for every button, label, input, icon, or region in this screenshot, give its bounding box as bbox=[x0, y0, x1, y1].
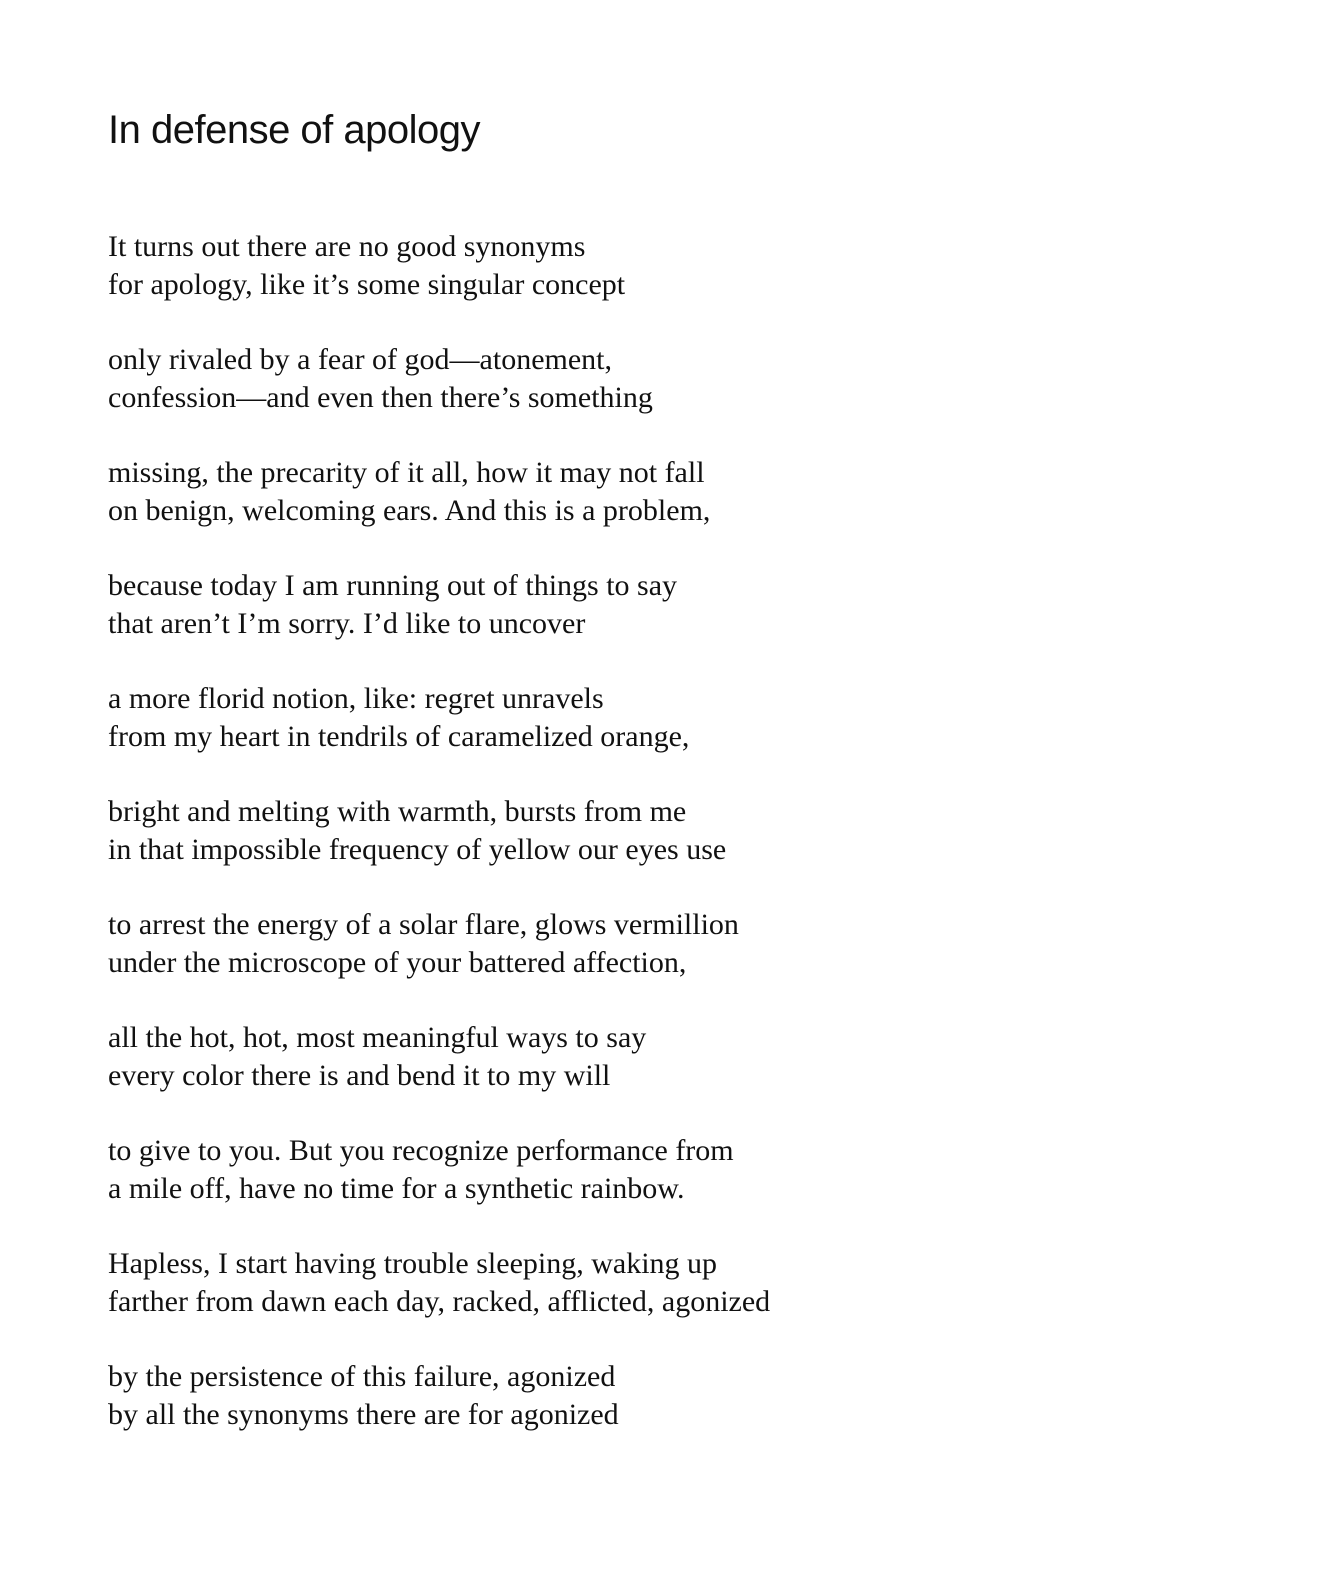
stanza-4 bbox=[108, 567, 1258, 643]
poem-line: under the microscope of your battered affection, bbox=[108, 946, 687, 979]
poem-line: from my heart in tendrils of caramelized orange, bbox=[108, 720, 690, 753]
poem-title: In defense of apology bbox=[108, 108, 481, 152]
stanza-5 bbox=[108, 680, 1258, 756]
poem-line: to give to you. But you recognize performance from bbox=[108, 1134, 734, 1167]
poem-line: a mile off, have no time for a synthetic rainbow. bbox=[108, 1172, 685, 1205]
stanza-6 bbox=[108, 793, 1258, 869]
poem-line: that aren’t I’m sorry. I’d like to uncover bbox=[108, 607, 586, 640]
poem-line: missing, the precarity of it all, how it may not fall bbox=[108, 456, 705, 489]
poem-line: farther from dawn each day, racked, afflicted, agonized bbox=[108, 1285, 771, 1318]
poem-line: confession—and even then there’s something bbox=[108, 381, 653, 414]
poem-line: to arrest the energy of a solar flare, glows vermillion bbox=[108, 908, 739, 941]
poem-line: by the persistence of this failure, agonized bbox=[108, 1360, 616, 1393]
stanza-10 bbox=[108, 1245, 1258, 1321]
poem-line: all the hot, hot, most meaningful ways to say bbox=[108, 1021, 647, 1054]
poem-line: only rivaled by a fear of god—atonement, bbox=[108, 343, 612, 376]
stanza-11 bbox=[108, 1358, 1258, 1434]
stanza-8 bbox=[108, 1019, 1258, 1095]
poem-line: every color there is and bend it to my will bbox=[108, 1059, 611, 1092]
poem-line: a more florid notion, like: regret unravels bbox=[108, 682, 604, 715]
stanza-3 bbox=[108, 454, 1258, 530]
poem-line: It turns out there are no good synonyms bbox=[108, 230, 586, 263]
poem-line: on benign, welcoming ears. And this is a problem, bbox=[108, 494, 711, 527]
poem-line: Hapless, I start having trouble sleeping, waking up bbox=[108, 1247, 718, 1280]
poem-body bbox=[108, 228, 1258, 1471]
stanza-7 bbox=[108, 906, 1258, 982]
poem-line: by all the synonyms there are for agonized bbox=[108, 1398, 619, 1431]
poem-line: for apology, like it’s some singular concept bbox=[108, 268, 626, 301]
stanza-9 bbox=[108, 1132, 1258, 1208]
poem-line: in that impossible frequency of yellow our eyes use bbox=[108, 833, 727, 866]
stanza-1 bbox=[108, 228, 1258, 304]
poem-line: bright and melting with warmth, bursts from me bbox=[108, 795, 687, 828]
stanza-2 bbox=[108, 341, 1258, 417]
poem-line: because today I am running out of things to say bbox=[108, 569, 678, 602]
